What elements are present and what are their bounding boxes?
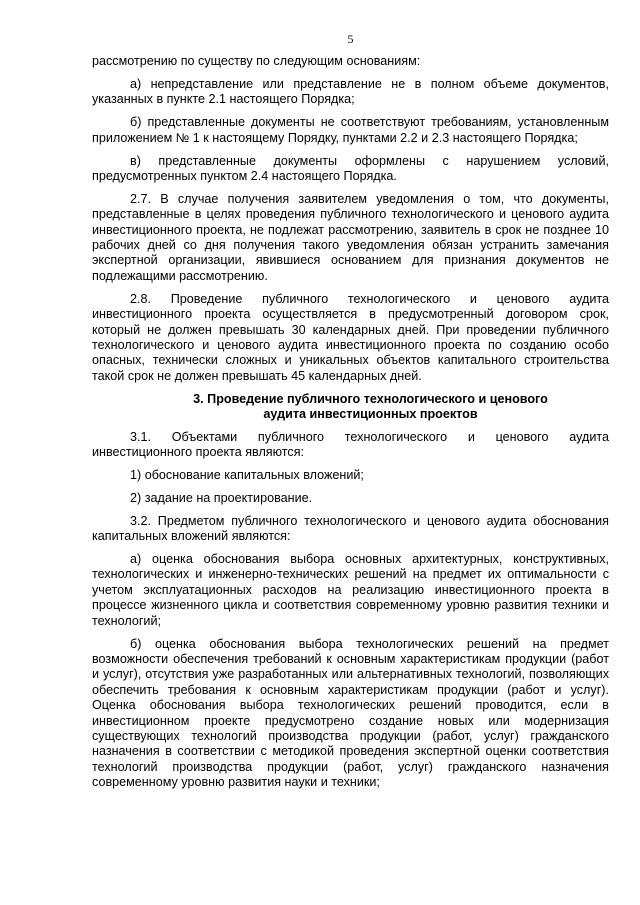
section-heading-line2: аудита инвестиционных проектов [263,407,478,422]
paragraph-3-2-b: б) оценка обоснования выбора технологических решений на предмет возможности обеспечения требований к основным характеристикам продукции (работ и услуг), отсутствия уже разработанных или альтернативных технологий, позволяющих обеспечить требования к основным характеристикам продукции (работ и услуг). Оценка обоснования выбора технологических решений проводится, если в инвестиционном проекте предусмотрено создание новых или модернизация существующих технологий производства продукции (работ, услуг) гражданского назначения в соответствии с методикой проведения экспертной оценки соответствия технологий производства продукции (работ, услуг) гражданского назначения современному уровню развития науки и техники; [92,636,609,790]
paragraph-item-b: б) представленные документы не соответствуют требованиям, установленным приложением № 1 к настоящему Порядку, пунктами 2.2 и 2.3 настоящего Порядка; [92,115,609,145]
paragraph-continuation: рассмотрению по существу по следующим основаниям: [92,54,421,68]
paragraph-list-item-2: 2) задание на проектирование. [130,490,313,505]
paragraph-2-8: 2.8. Проведение публичного технологического и ценового аудита инвестиционного проекта осуществляется в предусмотренный договором срок, который не должен превышать 30 календарных дней. При проведении публичного технологического и ценового аудита инвестиционного проекта по созданию особо опасных, технически сложных и уникальных объектов капитального строительства такой срок не должен превышать 45 календарных дней. [92,291,609,383]
paragraph-list-item-1: 1) обоснование капитальных вложений; [130,467,364,482]
page-number: 5 [347,32,354,46]
paragraph-item-a: а) непредставление или представление не в полном объеме документов, указанных в пункте 2.1 настоящего Порядка; [92,76,609,107]
document-page [92,30,609,791]
paragraph-3-2-a: а) оценка обоснования выбора основных архитектурных, конструктивных, технологических и инженерно-технических решений на предмет их оптимальности с учетом эксплуатационных расходов на реализацию инвестиционного проекта в процессе жизненного цикла и соответствия современному уровню развития техники и технологий; [92,551,609,628]
section-heading [92,392,609,423]
paragraph-3-1: 3.1. Объектами публичного технологического и ценового аудита инвестиционного проекта являются: [92,429,609,459]
paragraph-item-v: в) представленные документы оформлены с нарушением условий, предусмотренных пунктом 2.4 настоящего Порядка. [92,153,609,183]
paragraph-2-7: 2.7. В случае получения заявителем уведомления о том, что документы, представленные в целях проведения публичного технологического и ценового аудита инвестиционного проекта, не подлежат рассмотрению, заявитель в срок не позднее 10 рабочих дней со дня получения такого уведомления обязан устранить замечания экспертной организации, явившиеся основанием для признания документов не подлежащими рассмотрению. [92,191,609,283]
section-heading-line1: 3. Проведение публичного технологического и ценового [193,391,548,406]
paragraph-3-2: 3.2. Предметом публичного технологического и ценового аудита обоснования капитальных вложений являются: [92,513,609,544]
